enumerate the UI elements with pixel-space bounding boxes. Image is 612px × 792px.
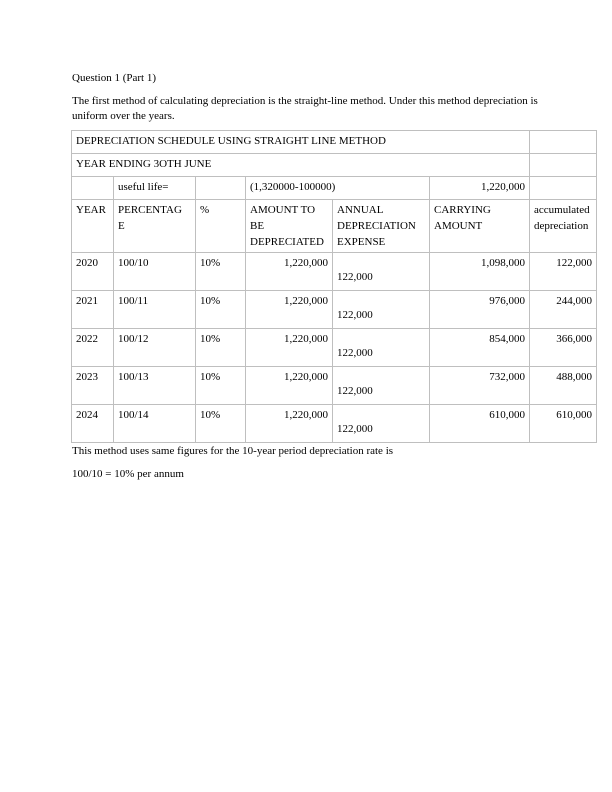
row-amount: 1,220,000 xyxy=(246,253,333,291)
row-amount: 1,220,000 xyxy=(246,367,333,405)
row-percentage: 100/11 xyxy=(114,291,196,329)
row-year: 2022 xyxy=(72,329,114,367)
row-annual-expense xyxy=(333,329,430,367)
annual-expense-value: 122,000 xyxy=(337,309,373,321)
row-accumulated: 488,000 xyxy=(530,367,597,405)
empty-cell xyxy=(530,177,597,200)
row-rate: 10% xyxy=(196,329,246,367)
row-percentage: 100/12 xyxy=(114,329,196,367)
table-row xyxy=(72,405,597,443)
row-accumulated: 366,000 xyxy=(530,329,597,367)
year-ending-row xyxy=(72,154,597,177)
row-amount: 1,220,000 xyxy=(246,291,333,329)
header-row xyxy=(72,200,597,253)
annual-expense-value: 122,000 xyxy=(337,271,373,283)
depreciable-formula: (1,320000-100000) xyxy=(246,177,430,200)
row-rate: 10% xyxy=(196,253,246,291)
formula-result: 1,220,000 xyxy=(430,177,530,200)
row-amount: 1,220,000 xyxy=(246,329,333,367)
row-year: 2021 xyxy=(72,291,114,329)
useful-life-row xyxy=(72,177,597,200)
header-year: YEAR xyxy=(72,200,114,253)
depreciation-schedule-table xyxy=(71,130,597,443)
question-heading: Question 1 (Part 1) xyxy=(72,72,157,84)
row-annual-expense xyxy=(333,291,430,329)
row-annual-expense xyxy=(333,367,430,405)
annual-expense-value: 122,000 xyxy=(337,347,373,359)
table-row xyxy=(72,253,597,291)
header-percentage: PERCENTAG E xyxy=(114,200,196,253)
row-accumulated: 244,000 xyxy=(530,291,597,329)
annual-expense-value: 122,000 xyxy=(337,423,373,435)
table-row xyxy=(72,291,597,329)
annual-expense-value: 122,000 xyxy=(337,385,373,397)
row-carrying-amount: 610,000 xyxy=(430,405,530,443)
table-row xyxy=(72,367,597,405)
header-carrying-amount: CARRYING AMOUNT xyxy=(430,200,530,253)
intro-paragraph: The first method of calculating depreciation is the straight-line method. Under this method depreciation is uniform over the years. xyxy=(72,95,538,122)
row-accumulated: 610,000 xyxy=(530,405,597,443)
table-title: DEPRECIATION SCHEDULE USING STRAIGHT LINE METHOD xyxy=(72,131,530,154)
year-ending-label: YEAR ENDING 3OTH JUNE xyxy=(72,154,530,177)
empty-cell xyxy=(530,131,597,154)
row-percentage: 100/13 xyxy=(114,367,196,405)
table-title-row xyxy=(72,131,597,154)
row-amount: 1,220,000 xyxy=(246,405,333,443)
row-carrying-amount: 732,000 xyxy=(430,367,530,405)
useful-life-label: useful life= xyxy=(114,177,196,200)
row-annual-expense xyxy=(333,405,430,443)
post-table-paragraph: This method uses same figures for the 10-year period depreciation rate is xyxy=(72,445,394,457)
header-amount-to-be-depreciated: AMOUNT TO BE DEPRECIATED xyxy=(246,200,333,253)
row-rate: 10% xyxy=(196,405,246,443)
empty-cell xyxy=(530,154,597,177)
row-rate: 10% xyxy=(196,291,246,329)
row-annual-expense xyxy=(333,253,430,291)
table-row xyxy=(72,329,597,367)
row-carrying-amount: 976,000 xyxy=(430,291,530,329)
empty-cell xyxy=(72,177,114,200)
header-annual-depreciation-expense: ANNUAL DEPRECIATION EXPENSE xyxy=(333,200,430,253)
row-carrying-amount: 1,098,000 xyxy=(430,253,530,291)
header-percent-sign: % xyxy=(196,200,246,253)
row-carrying-amount: 854,000 xyxy=(430,329,530,367)
empty-cell xyxy=(196,177,246,200)
header-accumulated-depreciation: accumulated depreciation xyxy=(530,200,597,253)
rate-line: 100/10 = 10% per annum xyxy=(72,468,184,480)
row-year: 2024 xyxy=(72,405,114,443)
row-percentage: 100/10 xyxy=(114,253,196,291)
row-accumulated: 122,000 xyxy=(530,253,597,291)
row-year: 2023 xyxy=(72,367,114,405)
row-rate: 10% xyxy=(196,367,246,405)
row-year: 2020 xyxy=(72,253,114,291)
row-percentage: 100/14 xyxy=(114,405,196,443)
